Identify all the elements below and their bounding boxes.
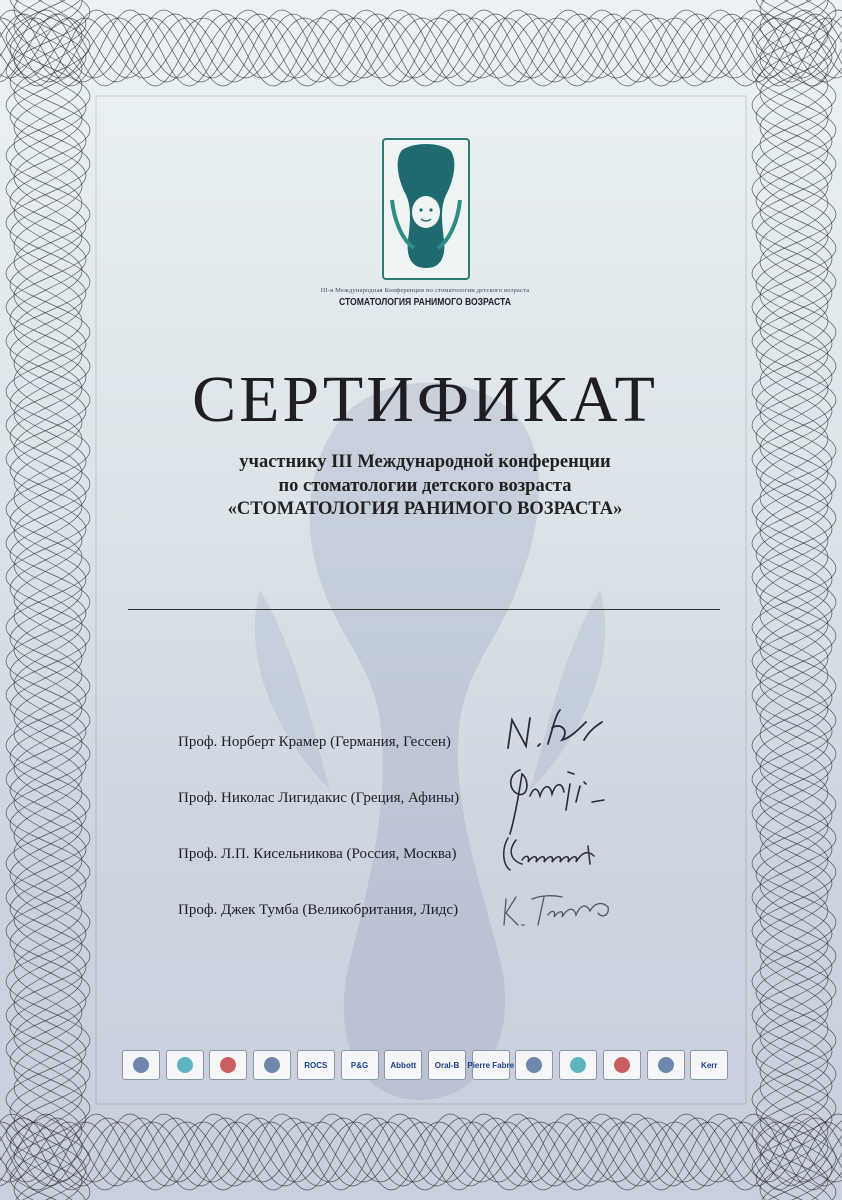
logo-caption-small: III-я Международная Конференция по стоматологии детского возраста bbox=[320, 287, 530, 294]
sponsor-logo-icon bbox=[515, 1050, 553, 1080]
certificate-title: СЕРТИФИКАТ bbox=[192, 363, 658, 436]
subtitle-line-1: участнику III Международной конференции bbox=[239, 452, 611, 472]
subtitle-line-2: по стоматологии детского возраста bbox=[278, 476, 572, 496]
signature-kiselnikova bbox=[498, 830, 608, 880]
signatory-3: Проф. Л.П. Кисельникова (Россия, Москва) bbox=[178, 846, 457, 862]
sponsor-label: Pierre Fabre bbox=[467, 1060, 515, 1070]
oralb-logo-icon bbox=[428, 1050, 466, 1080]
pg-logo-icon bbox=[341, 1050, 379, 1080]
signatory-1: Проф. Норберт Крамер (Германия, Гессен) bbox=[178, 734, 451, 750]
signature-ligidakis bbox=[500, 760, 610, 840]
sponsor-label: Oral-B bbox=[434, 1060, 460, 1070]
sponsor-logo-icon bbox=[647, 1050, 685, 1080]
logo-caption: СТОМАТОЛОГИЯ РАНИМОГО ВОЗРАСТА bbox=[339, 296, 511, 308]
round-logo-icon bbox=[166, 1050, 204, 1080]
sponsor-logo-icon bbox=[559, 1050, 597, 1080]
signatory-2: Проф. Николас Лигидакис (Греция, Афины) bbox=[178, 790, 460, 806]
sponsor-label: P&G bbox=[350, 1060, 369, 1070]
signature-toumba bbox=[498, 885, 628, 935]
conference-logo bbox=[382, 138, 470, 280]
signatory-4: Проф. Джек Тумба (Великобритания, Лидс) bbox=[178, 902, 459, 918]
pierre-fabre-logo-icon bbox=[467, 1050, 515, 1080]
sponsor-label: Abbott bbox=[390, 1060, 417, 1070]
sponsor-logo-icon bbox=[209, 1050, 247, 1080]
recipient-name-line bbox=[128, 609, 720, 610]
abbott-logo-icon bbox=[384, 1050, 422, 1080]
rocs-logo-icon bbox=[297, 1050, 335, 1080]
subtitle-line-3: «СТОМАТОЛОГИЯ РАНИМОГО ВОЗРАСТА» bbox=[227, 499, 623, 519]
signature-kramer bbox=[500, 700, 610, 760]
sponsor-logos bbox=[120, 1050, 732, 1082]
sponsor-label: ROCS bbox=[304, 1060, 328, 1070]
sponsor-logo-icon bbox=[603, 1050, 641, 1080]
crest-logo-icon bbox=[122, 1050, 160, 1080]
sponsor-logo-icon bbox=[253, 1050, 291, 1080]
sponsor-label: Kerr bbox=[701, 1060, 718, 1070]
kerr-logo-icon bbox=[690, 1050, 728, 1080]
tooth-child-logo-icon bbox=[384, 140, 468, 278]
